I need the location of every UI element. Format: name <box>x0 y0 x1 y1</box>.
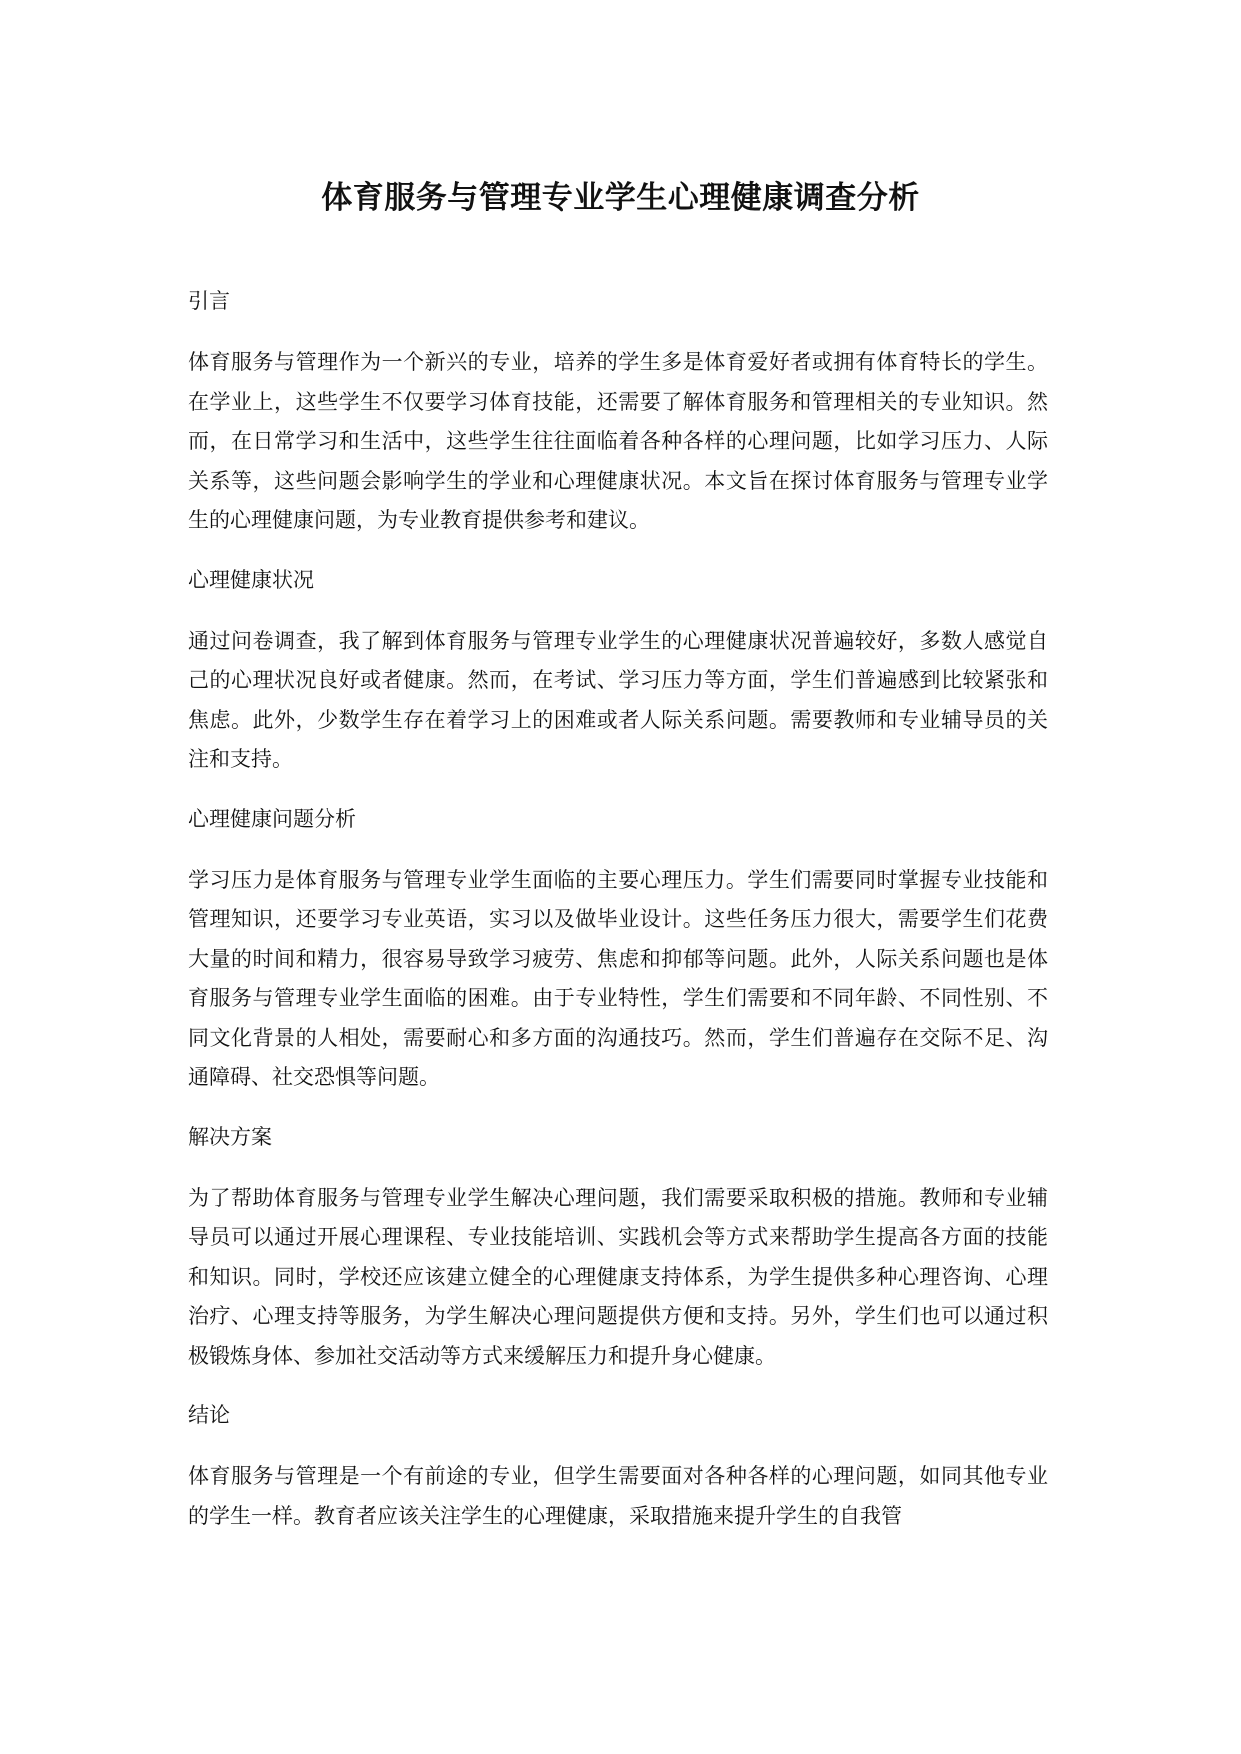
section-paragraph: 通过问卷调查，我了解到体育服务与管理专业学生的心理健康状况普遍较好，多数人感觉自己的心理状况良好或者健康。然而，在考试、学习压力等方面，学生们普遍感到比较紧张和焦虑。此外，少数学生存在着学习上的困难或者人际关系问题。需要教师和专业辅导员的关注和支持。 <box>188 628 1048 771</box>
section-heading: 解决方案 <box>188 1124 272 1149</box>
section-paragraph: 体育服务与管理是一个有前途的专业，但学生需要面对各种各样的心理问题，如同其他专业的学生一样。教育者应该关注学生的心理健康，采取措施来提升学生的自我管 <box>188 1464 1048 1528</box>
section-paragraph: 为了帮助体育服务与管理专业学生解决心理问题，我们需要采取积极的措施。教师和专业辅导员可以通过开展心理课程、专业技能培训、实践机会等方式来帮助学生提高各方面的技能和知识。同时，学校还应该建立健全的心理健康支持体系，为学生提供多种心理咨询、心理治疗、心理支持等服务，为学生解决心理问题提供方便和支持。另外，学生们也可以通过积极锻炼身体、参加社交活动等方式来缓解压力和提升身心健康。 <box>188 1185 1048 1368</box>
section-paragraph: 学习压力是体育服务与管理专业学生面临的主要心理压力。学生们需要同时掌握专业技能和管理知识，还要学习专业英语，实习以及做毕业设计。这些任务压力很大，需要学生们花费大量的时间和精力，很容易导致学习疲劳、焦虑和抑郁等问题。此外，人际关系问题也是体育服务与管理专业学生面临的困难。由于专业特性，学生们需要和不同年龄、不同性别、不同文化背景的人相处，需要耐心和多方面的沟通技巧。然而，学生们普遍存在交际不足、沟通障碍、社交恐惧等问题。 <box>188 867 1048 1089</box>
section-solutions <box>188 1119 1048 1377</box>
document-body <box>188 283 1048 1557</box>
section-heading: 心理健康状况 <box>188 567 314 592</box>
section-mental-health-status <box>188 562 1048 780</box>
document-title: 体育服务与管理专业学生心理健康调查分析 <box>321 180 920 216</box>
section-heading: 引言 <box>188 289 230 313</box>
section-paragraph: 体育服务与管理作为一个新兴的专业，培养的学生多是体育爱好者或拥有体育特长的学生。在学业上，这些学生不仅要学习体育技能，还需要了解体育服务和管理相关的专业知识。然而，在日常学习和生活中，这些学生往往面临着各种各样的心理问题，比如学习压力、人际关系等，这些问题会影响学生的学业和心理健康状况。本文旨在探讨体育服务与管理专业学生的心理健康问题，为专业教育提供参考和建议。 <box>188 350 1048 532</box>
section-problem-analysis <box>188 801 1048 1098</box>
section-introduction <box>188 283 1048 541</box>
section-heading: 心理健康问题分析 <box>188 806 356 831</box>
section-conclusion <box>188 1397 1048 1536</box>
section-heading: 结论 <box>188 1403 230 1427</box>
